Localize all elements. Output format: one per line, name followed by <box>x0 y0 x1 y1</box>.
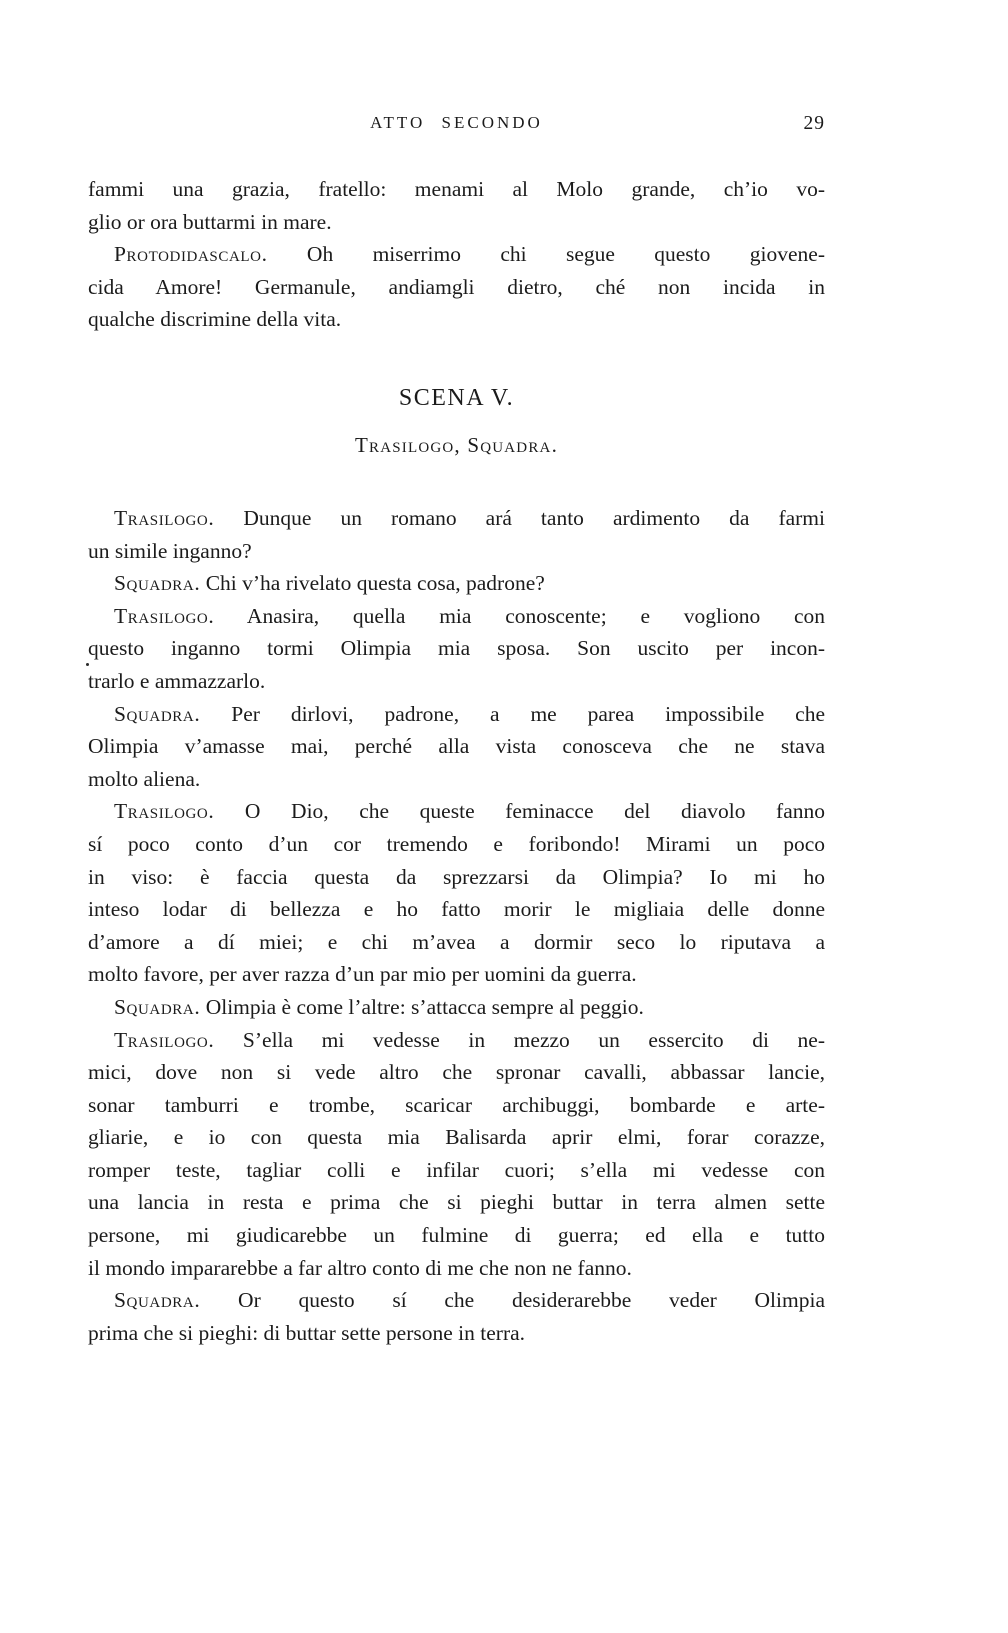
opening-text <box>88 173 825 336</box>
speaker-name: Squadra. <box>114 1288 201 1313</box>
text-line: molto favore, per aver razza d’un par mio per uomini da guerra. <box>88 962 637 987</box>
text-line: in viso: è faccia questa da sprezzarsi da Olimpia? Io mi ho <box>88 864 825 889</box>
text-line: sonar tamburri e trombe, scaricar archibuggi, bombarde e arte- <box>88 1092 825 1117</box>
text-line: molto aliena. <box>88 766 201 791</box>
speaker-name: Protodidascalo. <box>114 242 268 267</box>
text-line: cida Amore! Germanule, andiamgli dietro, ché non incida in <box>88 274 825 299</box>
speaker-name: Trasilogo. <box>114 799 215 824</box>
speaker-name: Squadra. <box>114 994 201 1019</box>
scene-cast: Trasilogo, Squadra. <box>354 433 559 457</box>
text-line: qualche discrimine della vita. <box>88 307 342 332</box>
text-line: glio or ora buttarmi in mare. <box>88 209 332 234</box>
page-number: 29 <box>803 113 825 134</box>
text-line: una lancia in resta e prima che si pieghi buttar in terra almen sette <box>88 1190 825 1215</box>
dialogue-text <box>88 502 825 1349</box>
scene-heading: SCENA V. <box>398 385 515 411</box>
speaker-name: Trasilogo. <box>114 603 215 628</box>
text-line: Olimpia v’amasse mai, perché alla vista conosceva che ne stava <box>88 734 825 759</box>
running-head-title: ATTO SECONDO <box>370 113 543 132</box>
text-line: prima che si pieghi: di buttar sette persone in terra. <box>88 1320 526 1345</box>
text-line: Trasilogo. Dunque un romano ará tanto ardimento da farmi <box>114 506 825 530</box>
text-line: Trasilogo. S’ella mi vedesse in mezzo un essercito di ne- <box>114 1027 825 1052</box>
text-line: trarlo e ammazzarlo. <box>88 668 266 693</box>
text-line: Squadra. Olimpia è come l’altre: s’attacca sempre al peggio. <box>114 994 644 1019</box>
text-line: gliarie, e io con questa mia Balisarda aprir elmi, forar corazze, <box>88 1125 825 1150</box>
running-head <box>88 113 825 143</box>
text-line: Protodidascalo. Oh miserrimo chi segue questo giovene- <box>114 242 825 267</box>
speaker-name: Squadra. <box>114 701 201 726</box>
text-line: Squadra. Per dirlovi, padrone, a me parea impossibile che <box>114 701 825 726</box>
text-line: d’amore a dí miei; e chi m’avea a dormir seco lo riputava a <box>88 929 825 954</box>
text-line: persone, mi giudicarebbe un fulmine di guerra; ed ella e tutto <box>88 1223 825 1248</box>
scan-speckle <box>86 663 89 666</box>
text-line: Trasilogo. O Dio, che queste feminacce del diavolo fanno <box>114 799 825 824</box>
text-line: il mondo impararebbe a far altro conto di me che non ne fanno. <box>88 1255 632 1280</box>
text-line: inteso lodar di bellezza e ho fatto morir le migliaia delle donne <box>88 897 825 922</box>
text-line: un simile inganno? <box>88 538 252 563</box>
text-line: Squadra. Or questo sí che desiderarebbe veder Olimpia <box>114 1288 825 1313</box>
speaker-name: Squadra. <box>114 571 201 596</box>
speaker-name: Trasilogo. <box>114 1027 215 1052</box>
speaker-name: Trasilogo. <box>114 506 215 530</box>
text-line: mici, dove non si vede altro che spronar cavalli, abbassar lancie, <box>88 1060 825 1085</box>
text-line: romper teste, tagliar colli e infilar cuori; s’ella mi vedesse con <box>88 1157 825 1182</box>
text-line: sí poco conto d’un cor tremendo e foribondo! Mirami un poco <box>88 831 825 856</box>
text-line: fammi una grazia, fratello: menami al Molo grande, ch’io vo- <box>88 177 825 201</box>
text-line: Trasilogo. Anasira, quella mia conoscente; e vogliono con <box>114 603 825 628</box>
text-line: Squadra. Chi v’ha rivelato questa cosa, padrone? <box>114 571 545 596</box>
text-line: questo inganno tormi Olimpia mia sposa. Son uscito per incon- <box>88 636 825 661</box>
